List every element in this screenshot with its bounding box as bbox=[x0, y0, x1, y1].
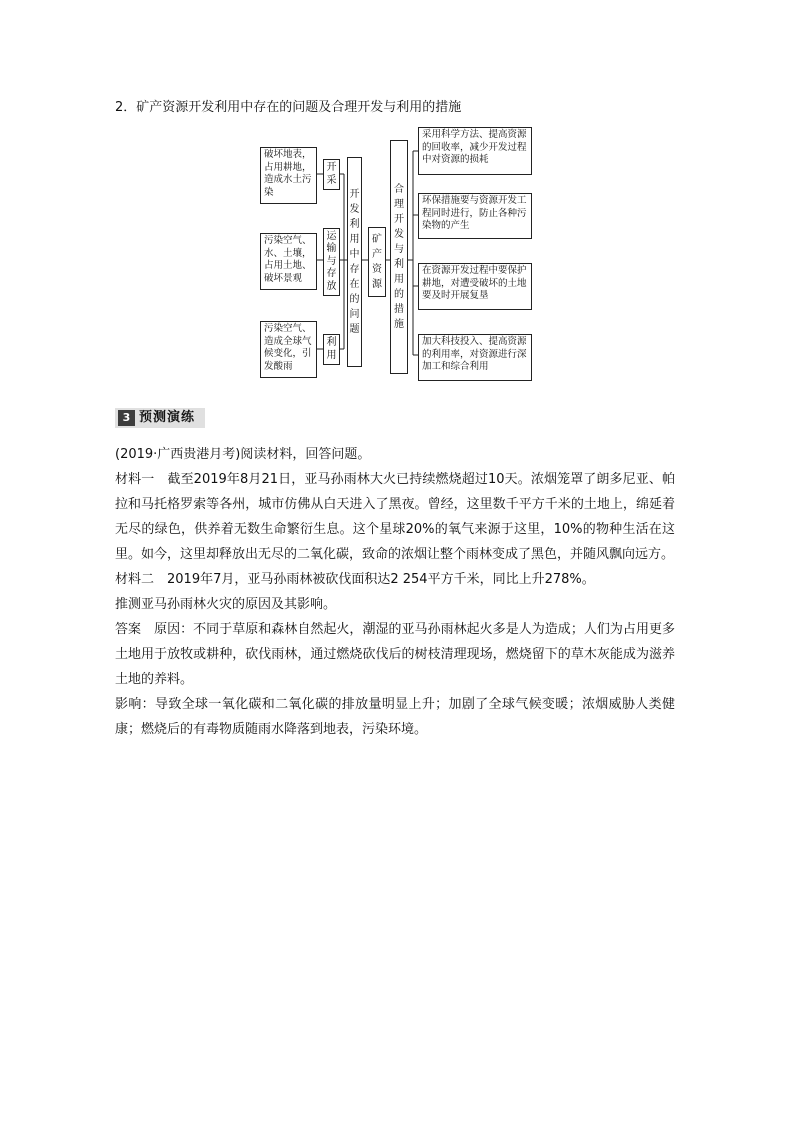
measures-box: 合 理 开 发 与 利 用 的 措 施 bbox=[390, 140, 408, 374]
measure-box-1: 采用科学方法、提高资源的回收率，减少开发过程中对资源的损耗 bbox=[418, 127, 532, 175]
impact-box-mining: 破坏地表，占用耕地，造成水土污染 bbox=[260, 147, 317, 204]
stage-transport: 运 输 与 存 放 bbox=[323, 228, 340, 296]
material-two: 材料二 2019年7月，亚马孙雨林被砍伐面积达2 254平方千米，同比上升278%。 bbox=[115, 572, 595, 587]
stage-mining: 开 采 bbox=[323, 159, 340, 190]
section-number-badge: 3 bbox=[118, 410, 135, 426]
answer-causes: 答案 原因：不同于草原和森林自然起火，潮湿的亚马孙雨林起火多是人为造成；人们为占用更多土地用于放牧或耕种，砍伐雨林，通过燃烧砍伐后的树枝清理现场，燃烧留下的草木灰能成为滋养土地的养料。 bbox=[115, 622, 675, 687]
impact-box-utilization: 污染空气、造成全球气候变化，引发酸雨 bbox=[260, 321, 317, 378]
measure-box-3: 在资源开发过程中要保护耕地，对遭受破坏的土地要及时开展复垦 bbox=[418, 263, 532, 310]
problems-box: 开 发 利 用 中 存 在 的 问 题 bbox=[347, 157, 362, 367]
stage-utilization: 利 用 bbox=[323, 334, 340, 365]
answer-impacts: 影响：导致全球一氧化碳和二氧化碳的排放量明显上升；加剧了全球气候变暖；浓烟威胁人类健康；燃烧后的有毒物质随雨水降落到地表，污染环境。 bbox=[115, 697, 675, 737]
impact-box-transport: 污染空气、水、土壤，占用土地、破坏景观 bbox=[260, 233, 317, 290]
measure-box-2: 环保措施要与资源开发工程同时进行，防止各种污染物的产生 bbox=[418, 193, 532, 239]
material-one: 材料一 截至2019年8月21日，亚马孙雨林大火已持续燃烧超过10天。浓烟笼罩了朗多尼亚、帕拉和马托格罗索等各州，城市仿佛从白天进入了黑夜。曾经，这里数千平方千米的土地上，绵延着无尽的绿色，供养着无数生命繁衍生息。这个星球20%的氧气来源于这里，10%的物种生活在这里。如今，这里却释放出无尽的二氧化碳，致命的浓烟让整个雨林变成了黑色，并随风飘向远方。 bbox=[115, 472, 675, 562]
question-prompt: 推测亚马孙雨林火灾的原因及其影响。 bbox=[115, 597, 337, 612]
section-heading: 2．矿产资源开发利用中存在的问题及合理开发与利用的措施 bbox=[115, 100, 462, 115]
measure-box-4: 加大科技投入、提高资源的利用率，对资源进行深加工和综合利用 bbox=[418, 334, 532, 381]
question-intro: (2019·广西贵港月考)阅读材料，回答问题。 bbox=[115, 447, 371, 462]
center-mineral-resources: 矿 产 资 源 bbox=[368, 227, 386, 297]
section-title: 预测演练 bbox=[139, 410, 196, 425]
question-body bbox=[115, 442, 675, 742]
